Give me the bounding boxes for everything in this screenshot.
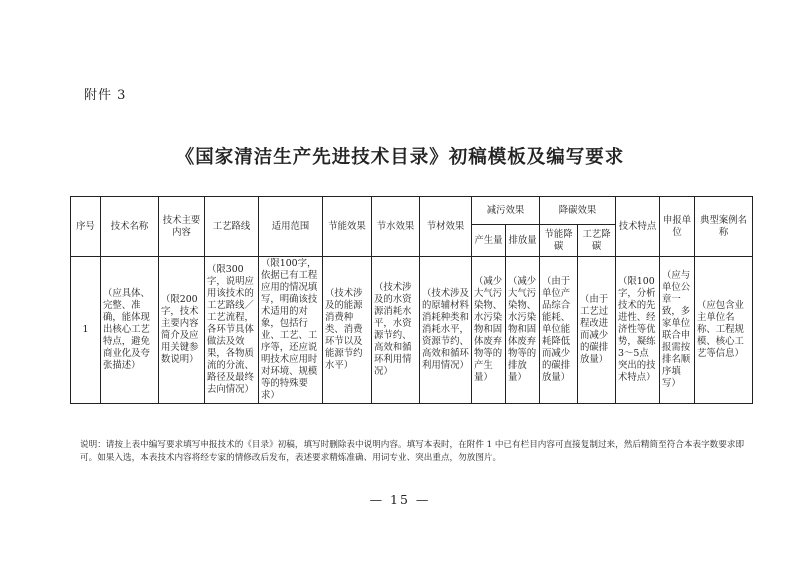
header-typical-case: 典型案例名称 xyxy=(695,197,753,257)
header-main-content: 技术主要内容 xyxy=(159,197,205,257)
footnote: 说明：请按上表中编写要求填写申报技术的《目录》初稿，填写时删除表中说明内容。填写本表时，在附件 1 中已有栏目内容可直接复制过来，然后精简至符合本表字数要求即可。如果入选，本表技术内容将经专家的情修改后发布，表述要求精炼准确、用词专业、突出重点，勿放图片。 xyxy=(80,440,745,463)
header-energy-saving: 节能效果 xyxy=(323,197,372,257)
header-scope: 适用范围 xyxy=(259,197,323,257)
header-emission-amount: 排放量 xyxy=(506,225,540,257)
cell-production-amount: （减少大气污染物、水污染物和固体废弃物等的产生量） xyxy=(472,257,506,404)
table-row xyxy=(71,257,753,404)
template-table xyxy=(70,196,753,404)
cell-process-route: （限300字，说明应用该技术的工艺路线／工艺流程，各环节具体做法及效果，各物质流的分流、路径及最终去向情况） xyxy=(205,257,259,404)
header-applicant-unit: 申报单位 xyxy=(660,197,695,257)
header-seq: 序号 xyxy=(71,197,101,257)
cell-energy-carbon: （由于单位产品综合能耗、单位能耗降低而减少的碳排放量） xyxy=(540,257,578,404)
header-process-route: 工艺路线 xyxy=(205,197,259,257)
cell-typical-case: （应包含业主单位名称、工程规模、核心工艺等信息） xyxy=(695,257,753,404)
cell-energy-saving: （技术涉及的能源消费种类、消费环节以及能源节约水平） xyxy=(323,257,372,404)
header-carbon-reduction: 降碳效果 xyxy=(540,197,616,225)
cell-seq: 1 xyxy=(71,257,101,404)
header-process-carbon: 工艺降碳 xyxy=(578,225,616,257)
header-production-amount: 产生量 xyxy=(472,225,506,257)
header-material-saving: 节材效果 xyxy=(420,197,472,257)
cell-process-carbon: （由于工艺过程改进而减少的碳排放量） xyxy=(578,257,616,404)
cell-emission-amount: （减少大气污染物、水污染物和固体废弃物等的排放量） xyxy=(506,257,540,404)
cell-water-saving: （技术涉及的水资源消耗水平，水资源节约、高效和循环利用情况） xyxy=(372,257,420,404)
cell-applicant-unit: （应与单位公章一致，多家单位联合申报需按排名顺序填写） xyxy=(660,257,695,404)
document-title: 《国家清洁生产先进技术目录》初稿模板及编写要求 xyxy=(175,147,625,168)
cell-tech-features: （限100字，分析技术的先进性、经济性等优势，凝练3～5点突出的技术特点） xyxy=(616,257,660,404)
cell-tech-name: （应具体、完整、准确，能体现出核心工艺特点，避免商业化及夸张描述） xyxy=(101,257,159,404)
header-tech-features: 技术特点 xyxy=(616,197,660,257)
cell-scope: （限100字，依据已有工程应用的情况填写，明确该技术适用的对象，包括行业、工艺、工序等，还应说明技术应用时对环境、规模等的特殊要求） xyxy=(259,257,323,404)
header-pollution-reduction: 减污效果 xyxy=(472,197,540,225)
header-water-saving: 节水效果 xyxy=(372,197,420,257)
header-energy-carbon: 节能降碳 xyxy=(540,225,578,257)
cell-material-saving: （技术涉及的原辅材料消耗种类和消耗水平，资源节约、高效和循环利用情况） xyxy=(420,257,472,404)
header-tech-name: 技术名称 xyxy=(101,197,159,257)
cell-main-content: （限200字，技术主要内容简介及应用关键参数说明） xyxy=(159,257,205,404)
attachment-label: 附件 3 xyxy=(84,88,127,103)
page-number: — 15 — xyxy=(369,492,431,507)
